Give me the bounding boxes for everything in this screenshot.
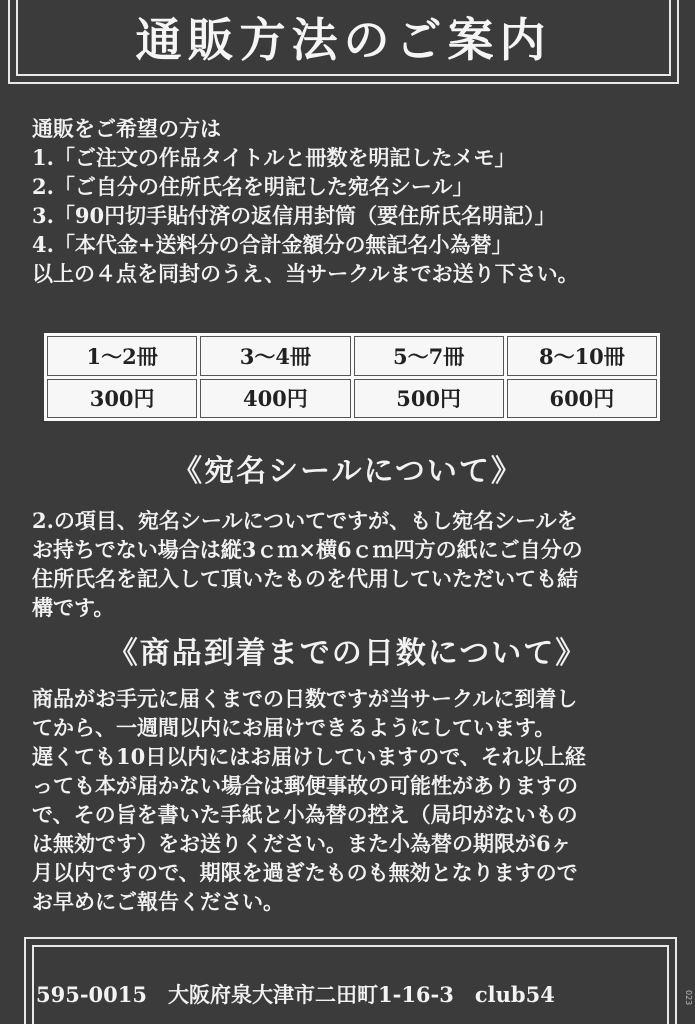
title-frame <box>8 0 679 84</box>
intro-line: 1.「ご注文の作品タイトルと冊数を明記したメモ」 <box>32 145 516 170</box>
price-table <box>44 333 660 421</box>
price-cell: 400円 <box>200 379 350 419</box>
quantity-cell: 5～7冊 <box>354 336 504 376</box>
delivery-days-paragraph <box>32 684 672 916</box>
paragraph-line: で、その旨を書いた手紙と小為替の控え（局印がないもの <box>32 802 578 827</box>
address-label-paragraph <box>32 506 672 622</box>
page-number: 023 <box>684 990 693 1006</box>
paragraph-line: は無効です）をお送りください。また小為替の期限が6ヶ <box>32 831 572 856</box>
intro-line: 2.「ご自分の住所氏名を明記した宛名シール」 <box>32 174 474 199</box>
address-label-heading: 《宛名シールについて》 <box>172 454 523 489</box>
paragraph-line: お早めにご報告ください。 <box>32 889 284 914</box>
intro-line: 通販をご希望の方は <box>32 116 221 141</box>
intro-line: 以上の４点を同封のうえ、当サークルまでお送り下さい。 <box>32 261 579 286</box>
title-frame-inner <box>16 0 671 76</box>
price-cell: 600円 <box>507 379 657 419</box>
quantity-cell: 1～2冊 <box>47 336 197 376</box>
paragraph-line: っても本が届かない場合は郵便事故の可能性がありますの <box>32 773 578 798</box>
price-cell: 300円 <box>47 379 197 419</box>
page-title: 通販方法のご案内 <box>135 13 552 67</box>
paragraph-line: 遅くても10日以内にはお届けしていますので、それ以上経 <box>32 744 586 769</box>
paragraph-line: お持ちでない場合は縦3ｃｍ×横6ｃｍ四方の紙にご自分の <box>32 537 583 562</box>
intro-line: 3.「90円切手貼付済の返信用封筒（要住所氏名明記）」 <box>32 203 556 228</box>
paragraph-line: 構です。 <box>32 595 115 620</box>
intro-line: 4.「本代金+送料分の合計金額分の無記名小為替」 <box>32 232 513 257</box>
order-instructions <box>32 114 579 288</box>
paragraph-line: 2.の項目、宛名シールについてですが、もし宛名シールを <box>32 508 578 533</box>
delivery-days-heading: 《商品到着までの日数について》 <box>107 636 588 671</box>
quantity-cell: 8～10冊 <box>507 336 657 376</box>
paragraph-line: てから、一週間以内にお届けできるようにしています。 <box>32 715 556 740</box>
circle-address: 595-0015 大阪府泉大津市二田町1-16-3 club54 <box>36 982 555 1007</box>
paragraph-line: 住所氏名を記入して頂いたものを代用していただいても結 <box>32 566 578 591</box>
paragraph-line: 商品がお手元に届くまでの日数ですが当サークルに到着し <box>32 686 578 711</box>
paragraph-line: 月以内ですので、期限を過ぎたものも無効となりますので <box>32 860 578 885</box>
price-cell: 500円 <box>354 379 504 419</box>
quantity-cell: 3～4冊 <box>200 336 350 376</box>
